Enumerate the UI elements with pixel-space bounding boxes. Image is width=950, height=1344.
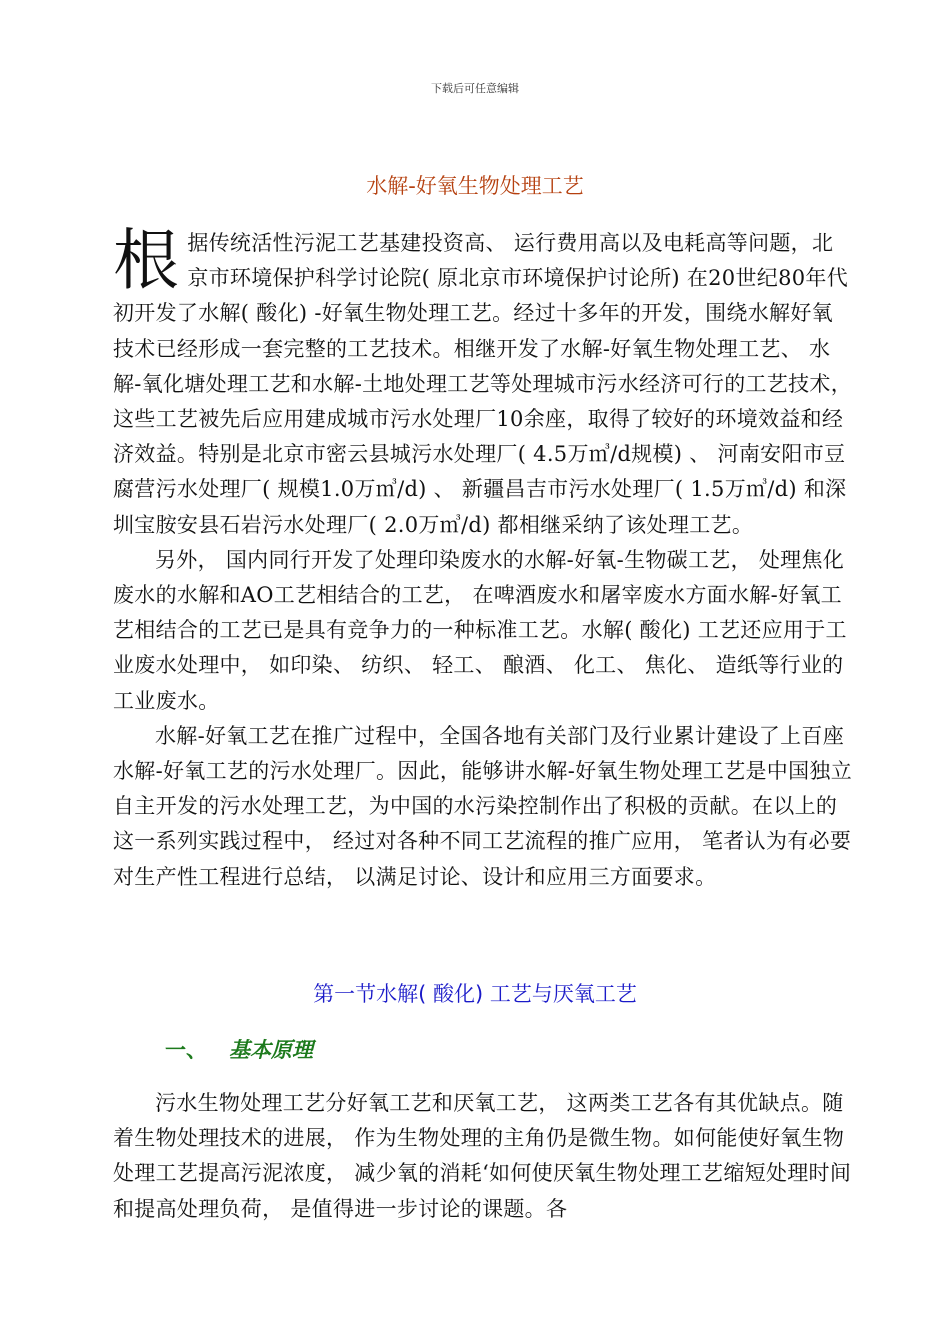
paragraph-2: 另外， 国内同行开发了处理印染废水的水解-好氧-生物碳工艺， 处理焦化废水的水解和AO工艺相结合的工艺， 在啤酒废水和屠宰废水方面水解-好氧工艺相结合的工艺已是具有竞争力的一种标准工艺。水解( 酸化) 工艺还应用于工业废水处理中， 如印染、 纺织、 轻工、 酿酒、 化工、 焦化、 造纸等行业的工业废水。 — [113, 547, 847, 713]
sub-heading-number: 一、 — [165, 1038, 207, 1062]
principle-block — [113, 1086, 853, 1227]
header-note: 下载后可任意编辑 — [431, 82, 519, 95]
section-title: 第一节水解( 酸化) 工艺与厌氧工艺 — [313, 982, 637, 1006]
paragraph-4: 污水生物处理工艺分好氧工艺和厌氧工艺， 这两类工艺各有其优缺点。随着生物处理技术的进展， 作为生物处理的主角仍是微生物。如何能使好氧生物处理工艺提高污泥浓度， 减少氧的消耗‘如何使厌氧生物处理工艺缩短处理时间和提高处理负荷， 是值得进一步讨论的课题。各 — [113, 1091, 852, 1221]
document-title: 水解-好氧生物处理工艺 — [366, 174, 584, 198]
paragraph-3: 水解-好氧工艺在推广过程中，全国各地有关部门及行业累计建设了上百座水解-好氧工艺的污水处理厂。因此，能够讲水解-好氧生物处理工艺是中国独立自主开发的污水处理工艺，为中国的水污染控制作出了积极的贡献。在以上的这一系列实践过程中， 经过对各种不同工艺流程的推广应用， 笔者认为有必要对生产性工程进行总结， 以满足讨论、设计和应用三方面要求。 — [113, 723, 852, 889]
intro-block — [113, 222, 853, 895]
sub-heading-text: 基本原理 — [229, 1038, 313, 1062]
drop-cap: 根 — [113, 222, 180, 299]
sub-heading — [165, 1034, 313, 1064]
intro-text: 据传统活性污泥工艺基建投资高、 运行费用高以及电耗高等问题，北京市环境保护科学讨论院( 原北京市环境保护讨论所) 在20世纪80年代初开发了水解( 酸化) -好氧生物处理工艺。经过十多年的开发，围绕水解好氧技术已经形成一套完整的工艺技术。相继开发了水解-好氧生物处理工艺、 水解-氧化塘处理工艺和水解-土地处理工艺等处理城市污水经济可行的工艺技术，这些工艺被先后应用建成城市污水处理厂10余座，取得了较好的环境效益和经济效益。特别是北京市密云县城污水处理厂( 4.5万㎥/d规模) 、 河南安阳市豆腐营污水处理厂( 规模1.0万㎥/d) 、 新疆昌吉市污水处理厂( 1.5万㎥/d) 和深圳宝胺安县石岩污水处理厂( 2.0万㎥/d) 都相继采纳了该处理工艺。 — [113, 231, 852, 537]
intro-paragraph — [113, 222, 853, 543]
